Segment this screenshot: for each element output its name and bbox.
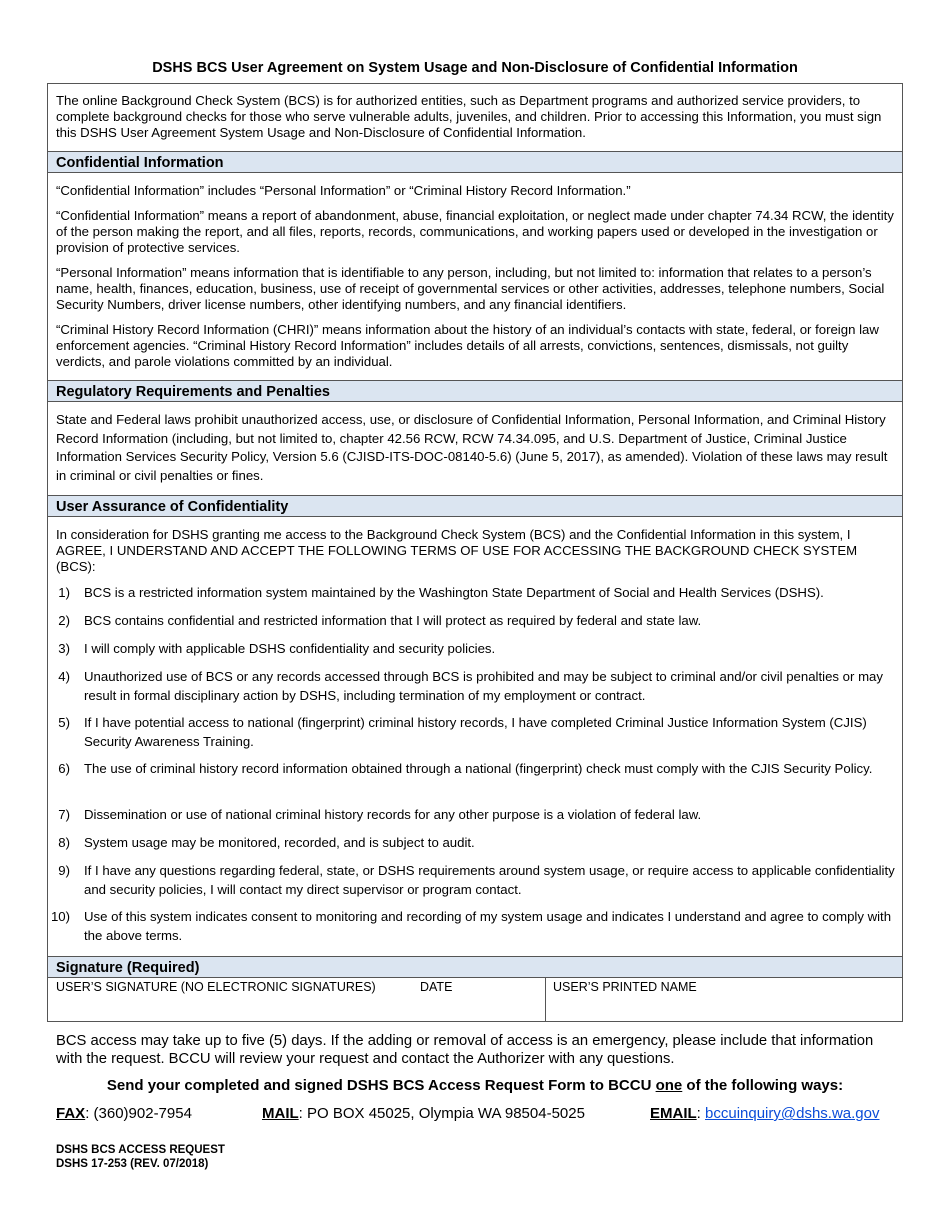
email-label: EMAIL (650, 1105, 697, 1122)
fax-number: : (360)902-7954 (85, 1105, 192, 1122)
mail-contact (262, 1105, 585, 1122)
signature-field-label: USER’S SIGNATURE (NO ELECTRONIC SIGNATURES) (56, 980, 376, 994)
email-separator: : (696, 1105, 706, 1122)
list-item-text: If I have any questions regarding federal, state, or DSHS requirements around system usage, or require access to applicable confidentiality and security policies, I will contact my direct supervisor or program contact. (84, 863, 895, 897)
agreement-box (47, 83, 903, 1022)
send-text-before: Send your completed and signed DSHS BCS Access Request Form to BCCU (106, 1077, 656, 1094)
printed-name-field-label: USER’S PRINTED NAME (553, 980, 697, 994)
fax-contact (56, 1105, 192, 1122)
regulatory-paragraph: State and Federal laws prohibit unauthorized access, use, or disclosure of Confidential Information, Personal Information, and Criminal History Record Information (including, but not limited to, chapter 42.56 RCW, RCW 74.34.095, and U.S. Department of Justice, Criminal Justice Information Services Security Policy, Version 5.6 (CJISD-ITS-DOC-08140-5.6) (June 5, 2017), as amended). Violation of these laws may result in criminal or civil penalties or fines. (56, 412, 888, 483)
signature-row (48, 977, 902, 1021)
confidential-paragraph-1: “Confidential Information” includes “Personal Information” or “Criminal History Record Information.” (56, 183, 631, 198)
date-field-label: DATE (420, 980, 453, 994)
list-item-number: 5) (58, 715, 70, 730)
form-title: DSHS BCS User Agreement on System Usage and Non-Disclosure of Confidential Information (152, 60, 798, 76)
access-note: BCS access may take up to five (5) days. If the adding or removal of access is an emergency, please include that information with the request. BCCU will review your request and contact the Authorizer with any questions. (56, 1033, 874, 1067)
list-item-text: If I have potential access to national (fingerprint) criminal history records, I have completed Criminal Justice Information System (CJIS) Security Awareness Training. (84, 715, 867, 749)
list-item-number: 9) (58, 863, 70, 878)
mail-label: MAIL (262, 1105, 299, 1122)
list-item-number: 4) (58, 669, 70, 684)
mail-address: : PO BOX 45025, Olympia WA 98504-5025 (298, 1105, 585, 1122)
section-header-confidential: Confidential Information (48, 151, 902, 173)
list-item-number: 6) (58, 761, 70, 776)
email-contact (650, 1105, 880, 1122)
section-header-signature: Signature (Required) (48, 956, 902, 978)
list-item-text: System usage may be monitored, recorded, and is subject to audit. (84, 835, 475, 850)
list-item-number: 8) (58, 835, 70, 850)
signature-divider (545, 977, 546, 1021)
list-item-text: Dissemination or use of national criminal history records for any other purpose is a violation of federal law. (84, 807, 702, 822)
assurance-intro: In consideration for DSHS granting me access to the Background Check System (BCS) and the Confidential Information in this system, I AGREE, I UNDERSTAND AND ACCEPT THE FOLLOWING TERMS OF USE FOR ACCESSING THE BACKGROUND CHECK SYSTEM (BCS): (56, 527, 858, 575)
email-link[interactable]: bccuinquiry@dshs.wa.gov (705, 1105, 880, 1122)
list-item-text: BCS is a restricted information system maintained by the Washington State Department of Social and Health Services (DSHS). (84, 585, 824, 600)
section-header-assurance: User Assurance of Confidentiality (48, 495, 902, 517)
send-text-one: one (655, 1077, 683, 1094)
list-item-text: Unauthorized use of BCS or any records accessed through BCS is prohibited and may be subject to criminal and/or civil penalties or may result in formal disciplinary action by DSHS, including termination of my employment or contract. (84, 669, 883, 703)
confidential-paragraph-2: “Confidential Information” means a report of abandonment, abuse, financial exploitation, or neglect made under chapter 74.34 RCW, the identity of the person making the report, and all files, reports, records, communications, and working papers used or developed in the investigation or provision of protective services. (56, 208, 894, 256)
fax-label: FAX (56, 1105, 86, 1122)
list-item-text: Use of this system indicates consent to monitoring and recording of my system usage and indicates I understand and agree to comply with the above terms. (84, 909, 892, 943)
section-header-regulatory: Regulatory Requirements and Penalties (48, 380, 902, 402)
list-item-number: 3) (58, 641, 70, 656)
list-item-text: I will comply with applicable DSHS confidentiality and security policies. (84, 641, 496, 656)
list-item-number: 10) (50, 909, 70, 924)
list-item-number: 7) (58, 807, 70, 822)
list-item-text: The use of criminal history record information obtained through a national (fingerprint) check must comply with the CJIS Security Policy. (84, 761, 873, 776)
confidential-paragraph-4: “Criminal History Record Information (CHRI)” means information about the history of an individual’s contacts with state, federal, or foreign law enforcement agencies. “Criminal History Record Information” includes details of all arrests, convictions, sentences, dismissals, not guilty verdicts, and parole violations committed by an individual. (56, 322, 879, 370)
footer-form-number: DSHS 17-253 (REV. 07/2018) (56, 1158, 209, 1170)
intro-text: The online Background Check System (BCS) is for authorized entities, such as Department programs and authorized service providers, to complete background checks for those who serve vulnerable adults, juveniles, and children. Prior to accessing this Information, you must sign this DSHS User Agreement System Usage and Non-Disclosure of Confidential Information. (56, 93, 882, 141)
send-instructions (0, 1077, 950, 1094)
list-item-number: 1) (58, 585, 70, 600)
confidential-paragraph-3: “Personal Information” means information that is identifiable to any person, including, but not limited to: information that relates to a person’s name, health, finances, education, business, use of receipt of governmental services or other activities, addresses, telephone numbers, Social Security Numbers, driver license numbers, other identifying numbers, and any financial identifiers. (56, 265, 885, 313)
list-item-number: 2) (58, 613, 70, 628)
footer-form-name: DSHS BCS ACCESS REQUEST (56, 1144, 225, 1156)
list-item-text: BCS contains confidential and restricted information that I will protect as required by federal and state law. (84, 613, 702, 628)
send-text-after: of the following ways: (682, 1077, 844, 1094)
